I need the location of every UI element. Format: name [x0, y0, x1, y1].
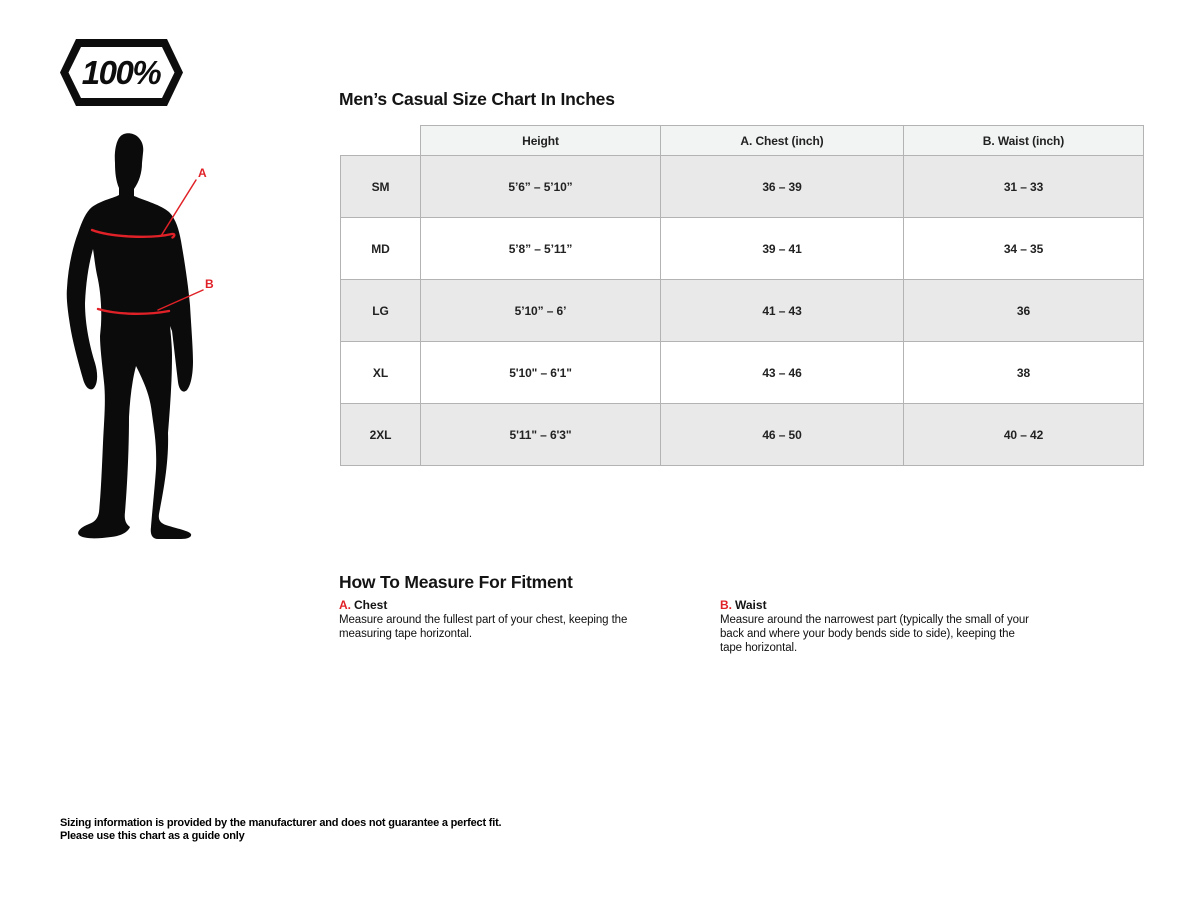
waist-value: 31 – 33: [904, 156, 1144, 218]
male-silhouette: [67, 133, 193, 539]
height-value: 5'11" – 6'3": [421, 404, 661, 466]
measure-label-waist: [720, 598, 1030, 612]
measure-name-chest: Chest: [354, 598, 388, 612]
table-header-row: [341, 126, 1144, 156]
measure-instructions-waist: Measure around the narrowest part (typically the small of your back and where your body bends side to side), keeping the tape horizontal.: [720, 614, 1029, 654]
chest-value: 39 – 41: [661, 218, 904, 280]
size-label: 2XL: [341, 404, 421, 466]
measure-section-chest: [339, 598, 649, 641]
size-label: XL: [341, 342, 421, 404]
size-label: LG: [341, 280, 421, 342]
column-header-waist: B. Waist (inch): [904, 126, 1144, 156]
chest-value: 46 – 50: [661, 404, 904, 466]
table-row-lg: [341, 280, 1144, 342]
column-header-chest: A. Chest (inch): [661, 126, 904, 156]
table-row-xl: [341, 342, 1144, 404]
how-to-measure-title: How To Measure For Fitment: [339, 572, 573, 592]
measure-letter-b: B.: [720, 598, 732, 612]
table-corner-cell: [341, 126, 421, 156]
height-value: 5’8” – 5’11”: [421, 218, 661, 280]
disclaimer-line-1: Sizing information is provided by the manufacturer and does not guarantee a perfect fit.: [60, 817, 502, 829]
disclaimer-line-2: Please use this chart as a guide only: [60, 829, 245, 842]
brand-logo-icon: [60, 39, 183, 106]
waist-value: 40 – 42: [904, 404, 1144, 466]
waist-value: 34 – 35: [904, 218, 1144, 280]
table-row-2xl: [341, 404, 1144, 466]
height-value: 5’6” – 5’10”: [421, 156, 661, 218]
figure-label-b: B: [205, 277, 214, 291]
measure-section-waist: [720, 598, 1030, 655]
chest-value: 41 – 43: [661, 280, 904, 342]
size-chart-table: [340, 125, 1144, 466]
measure-name-waist: Waist: [735, 598, 767, 612]
chest-value: 36 – 39: [661, 156, 904, 218]
column-header-height: Height: [421, 126, 661, 156]
size-label: SM: [341, 156, 421, 218]
chest-pointer-line: [161, 180, 196, 236]
waist-value: 38: [904, 342, 1144, 404]
size-label: MD: [341, 218, 421, 280]
table-row-md: [341, 218, 1144, 280]
figure-label-a: A: [198, 166, 207, 180]
size-chart-title: Men’s Casual Size Chart In Inches: [339, 89, 615, 109]
body-measurement-figure: [62, 133, 214, 545]
disclaimer: [60, 817, 501, 842]
measure-letter-a: A.: [339, 598, 351, 612]
chest-value: 43 – 46: [661, 342, 904, 404]
measure-instructions-chest: Measure around the fullest part of your chest, keeping the measuring tape horizontal.: [339, 614, 628, 640]
height-value: 5’10” – 6’: [421, 280, 661, 342]
height-value: 5'10" – 6'1": [421, 342, 661, 404]
waist-value: 36: [904, 280, 1144, 342]
table-row-sm: [341, 156, 1144, 218]
brand-logo-text: 100%: [81, 54, 161, 91]
measure-label-chest: [339, 598, 649, 612]
